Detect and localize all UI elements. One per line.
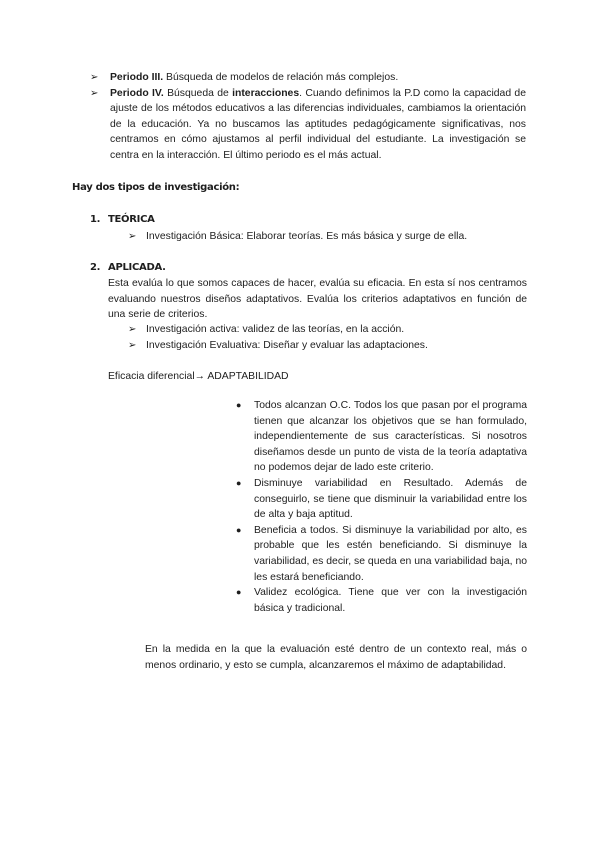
list-item	[128, 322, 528, 338]
section-paragraph: Esta evalúa lo que somos capaces de hacer, evalúa su eficacia. En esta sí nos centramos evaluando nuestros diseños adaptativos. Evalúa los criterios adaptativos en función de una serie de criterios.	[108, 278, 527, 321]
arrow-bullet-icon: ➢	[128, 231, 137, 242]
efficacy-line: Eficacia diferencial→ ADAPTABILIDAD	[108, 371, 289, 382]
period-bold-word: interacciones	[232, 87, 300, 99]
criteria-text: Todos alcanzan O.C. Todos los que pasan por el programa tienen que alcanzar los objetivos que se han formulado, independientemente de sus características. Si nosotros diseñamos desde un punto de vista de la teoría adaptativa no podemos dejar de lado este criterio.	[254, 400, 527, 474]
criteria-item	[236, 398, 527, 476]
period-item	[90, 70, 526, 86]
criteria-text: Validez ecológica. Tiene que ver con la investigación básica y tradicional.	[254, 587, 527, 614]
list-item	[128, 229, 528, 245]
arrow-bullet-icon: ➢	[90, 72, 99, 83]
period-text: . Cuando definimos la P.D como la capacidad de ajuste de los métodos educativos a las diferencias individuales, cambiamos la orientación de la educación. Ya no buscamos las aptitudes pedagógicamente significativas, nos centramos en cómo ajustamos al perfil individual del estudiante. La investigación se centra en la interacción. El último periodo es el más actual.	[110, 87, 526, 161]
section-number: 2.	[90, 262, 101, 273]
bullet-icon: ●	[236, 477, 242, 488]
list-item-text: Investigación Evaluativa: Diseñar y evaluar las adaptaciones.	[146, 339, 428, 351]
bullet-icon: ●	[236, 400, 242, 410]
period-item	[90, 86, 526, 164]
section-title	[90, 260, 166, 276]
list-item	[128, 338, 528, 354]
section-number: 1.	[90, 214, 101, 225]
bullet-icon: ●	[236, 587, 242, 598]
arrow-bullet-icon: ➢	[90, 87, 99, 99]
period-label: Periodo IV.	[110, 87, 164, 99]
section-title-text: TEÓRICA	[108, 214, 155, 225]
period-text: Búsqueda de modelos de relación más complejos.	[163, 72, 399, 83]
section-list	[128, 229, 528, 245]
closing-paragraph: En la medida en la que la evaluación esté dentro de un contexto real, más o menos ordinario, y esto se cumpla, alcanzaremos el máximo de adaptabilidad.	[145, 644, 527, 671]
bullet-icon: ●	[236, 524, 242, 535]
criteria-item	[236, 476, 527, 523]
period-text: Búsqueda de	[163, 87, 233, 99]
criteria-text: Disminuye variabilidad en Resultado. Además de conseguirlo, se tiene que disminuir la variabilidad entre los de alta y baja aptitud.	[254, 477, 527, 521]
section-list	[128, 322, 528, 353]
list-item-text: Investigación Básica: Elaborar teorías. Es más básica y surge de ella.	[146, 231, 468, 242]
arrow-bullet-icon: ➢	[128, 324, 137, 335]
section-title	[90, 212, 155, 228]
criteria-list	[236, 398, 527, 616]
criteria-item	[236, 585, 527, 616]
period-list	[90, 70, 526, 164]
criteria-text: Beneficia a todos. Si disminuye la variabilidad por alto, es probable que les estén beneficiando. Si disminuye la variabilidad, es decir, se queda en una variabilidad baja, no les estará beneficiando.	[254, 524, 527, 583]
period-label: Periodo III.	[110, 72, 164, 83]
arrow-bullet-icon: ➢	[128, 339, 137, 351]
list-item-text: Investigación activa: validez de las teorías, en la acción.	[146, 324, 405, 335]
criteria-item	[236, 523, 527, 585]
section-title-text: APLICADA.	[108, 262, 166, 273]
types-heading: Hay dos tipos de investigación:	[72, 182, 240, 193]
